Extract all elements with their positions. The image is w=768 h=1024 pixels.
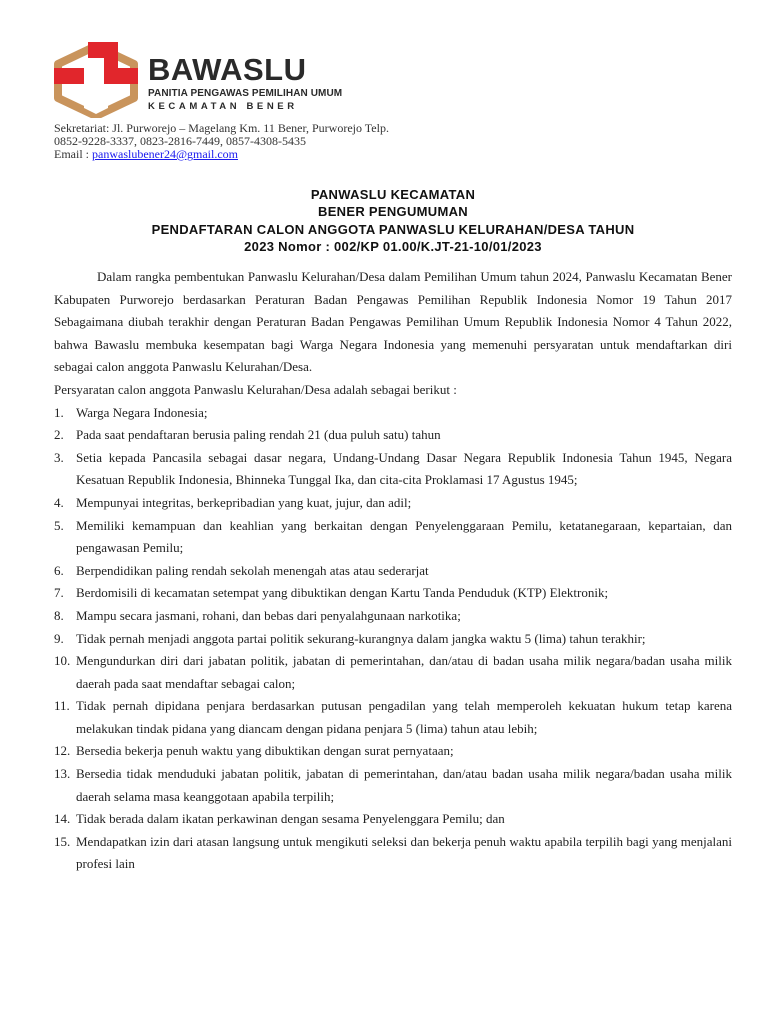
list-item-text: Bersedia tidak menduduki jabatan politik, jabatan di pemerintahan, dan/atau badan usaha milik negara/badan usaha milik daerah selama masa keanggotaan apabila terpilih; [76,766,732,804]
list-item [54,560,732,583]
list-item [54,628,732,651]
contact-email-line [54,148,494,161]
list-item [54,447,732,492]
list-item-number: 10. [54,653,71,669]
email-label: Email : [54,147,89,161]
list-item-text: Bersedia bekerja penuh waktu yang dibuktikan dengan surat pernyataan; [76,743,454,759]
list-item-number: 14. [54,811,71,827]
list-item-number: 7. [54,585,64,601]
list-item [54,492,732,515]
brand-block [148,54,342,113]
list-item-number: 5. [54,517,64,533]
list-item [54,740,732,763]
list-item-number: 11. [54,698,70,714]
list-item [54,582,732,605]
letterhead [54,42,354,118]
list-item-text: Tidak pernah menjadi anggota partai politik sekurang-kurangnya dalam jangka waktu 5 (lima) tahun terakhir; [76,630,646,646]
list-item-text: Mengundurkan diri dari jabatan politik, jabatan di pemerintahan, dan/atau di badan usaha milik negara/badan usaha milik daerah pada saat mendaftar sebagai calon; [76,653,732,691]
title-line-2: BENER PENGUMUMAN [318,204,468,220]
list-item-number: 6. [54,562,64,578]
list-item-text: Mempunyai integritas, berkepribadian yang kuat, jujur, dan adil; [76,494,412,510]
list-item-text: Pada saat pendaftaran berusia paling rendah 21 (dua puluh satu) tahun [76,427,441,443]
list-item-number: 9. [54,630,64,646]
org-subtitle-1: PANITIA PENGAWAS PEMILIHAN UMUM [148,88,343,99]
list-item-text: Setia kepada Pancasila sebagai dasar negara, Undang-Undang Dasar Negara Republik Indonesia Tahun 1945, Negara Kesatuan Republik Indonesia, Bhinneka Tunggal Ika, dan cita-cita Proklamasi 17 Agustus 1945; [76,449,732,488]
list-item-number: 2. [54,427,64,443]
announcement-body [54,266,732,876]
list-item-number: 15. [54,833,71,849]
list-item [54,695,732,740]
list-item-text: Warga Negara Indonesia; [76,404,208,420]
list-item [54,515,732,560]
email-link[interactable]: panwaslubener24@gmail.com [92,147,239,161]
title-line-4: 2023 Nomor : 002/KP 01.00/K.JT-21-10/01/2023 [244,238,542,254]
org-subtitle-2: KECAMATAN BENER [148,101,298,112]
list-item-text: Memiliki kemampuan dan keahlian yang berkaitan dengan Penyelenggaraan Pemilu, ketatanegaraan, kepartaian, dan pengawasan Pemilu; [76,517,732,556]
list-item-number: 13. [54,766,71,782]
requirements-list [54,402,732,876]
list-item-number: 4. [54,494,64,510]
org-name: BAWASLU [148,52,307,87]
requirements-intro: Persyaratan calon anggota Panwaslu Kelurahan/Desa adalah sebagai berikut : [54,381,457,397]
list-item-text: Berdomisili di kecamatan setempat yang dibuktikan dengan Kartu Tanda Penduduk (KTP) Elektronik; [76,585,609,601]
list-item-number: 3. [54,449,64,465]
list-item-number: 1. [54,404,64,420]
list-item-text: Mampu secara jasmani, rohani, dan bebas dari penyalahgunaan narkotika; [76,607,461,623]
list-item [54,605,732,628]
title-line-1: PANWASLU KECAMATAN [310,187,476,202]
bawaslu-logo-icon [54,42,138,118]
list-item-text: Tidak pernah dipidana penjara berdasarkan putusan pengadilan yang telah memperoleh kekuatan hukum tetap karena melakukan tindak pidana yang diancam dengan pidana penjara 5 (lima) tahun atau lebih; [76,698,732,736]
contact-phones: 0852-9228-3337, 0823-2816-7449, 0857-4308-5435 [54,134,306,148]
list-item-text: Mendapatkan izin dari atasan langsung untuk mengikuti seleksi dan bekerja penuh waktu apabila terpilih bagi yang menjalani profesi lain [76,833,732,872]
list-item-text: Tidak berada dalam ikatan perkawinan dengan sesama Penyelenggara Pemilu; dan [76,811,505,827]
list-item-number: 8. [54,607,64,623]
title-line-3: PENDAFTARAN CALON ANGGOTA PANWASLU KELURAHAN/DESA TAHUN [151,221,635,237]
contact-address: Sekretariat: Jl. Purworejo – Magelang Km. 11 Bener, Purworejo Telp. [54,121,389,135]
contact-info [54,122,494,161]
intro-paragraph: Dalam rangka pembentukan Panwaslu Kelurahan/Desa dalam Pemilihan Umum tahun 2024, Panwaslu Kecamatan Bener Kabupaten Purworejo berdasarkan Peraturan Badan Pengawas Pemilihan Republik Indonesia Nomor 19 Tahun 2017 Sebagaimana diubah terakhir dengan Peraturan Badan Pengawas Pemilihan Umum Republik Indonesia Nomor 4 Tahun 2022, bahwa Bawaslu membuka kesempatan bagi Warga Negara Indonesia yang memenuhi persyaratan untuk mendaftarkan diri sebagai calon anggota Panwaslu Kelurahan/Desa. [54,269,732,375]
list-item-text: Berpendidikan paling rendah sekolah menengah atas atau sederarjat [76,562,429,578]
list-item [54,402,732,425]
list-item [54,763,732,808]
list-item-number: 12. [54,743,71,759]
list-item [54,650,732,695]
list-item [54,831,732,876]
list-item [54,808,732,831]
announcement-title [54,186,732,255]
list-item [54,424,732,447]
